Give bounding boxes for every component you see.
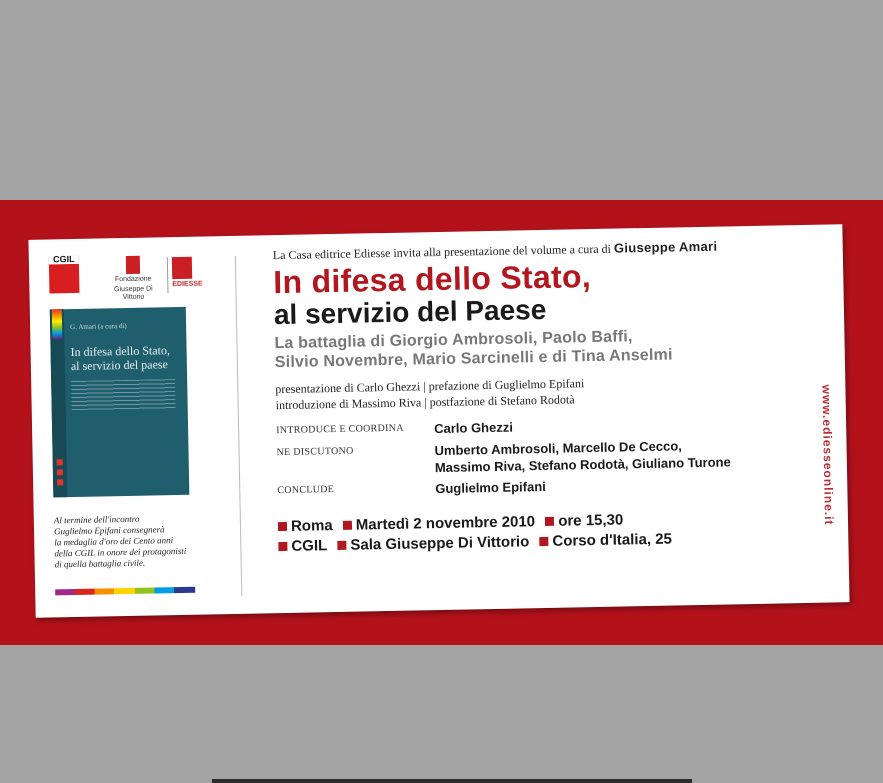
scroll-bar[interactable]	[212, 779, 692, 783]
invite-text: La Casa editrice Ediesse invita alla presentazione del volume a cura di	[272, 241, 612, 263]
discutono-value	[434, 434, 837, 476]
conclude-label: CONCLUDE	[277, 484, 335, 497]
fondazione-label-1: Fondazione	[114, 275, 152, 284]
logo-group	[49, 253, 203, 302]
conclude-value: Guglielmo Epifani	[435, 478, 546, 497]
fondazione-mark-icon	[126, 256, 140, 274]
discutono-line-1: Umberto Ambrosoli, Marcello De Cecco,	[434, 438, 682, 459]
title-line-2: al servizio del Paese	[273, 293, 547, 331]
event-time: ore 15,30	[558, 511, 624, 530]
award-caption	[54, 513, 195, 571]
fondazione-label-2: Giuseppe Di Vittorio	[114, 285, 153, 302]
fondazione-logo	[103, 255, 164, 302]
editor-name: Giuseppe Amari	[613, 238, 718, 256]
cgil-logo-label: CGIL	[49, 254, 79, 265]
speakers	[276, 412, 837, 501]
event-org: CGIL	[291, 537, 328, 555]
rainbow-mark-icon	[52, 309, 63, 339]
cgil-logo	[49, 255, 80, 294]
invitation-card	[28, 224, 849, 618]
speaker-row-discutono	[276, 434, 837, 479]
caption-line: Guglielmo Epifani consegnerà	[53, 524, 165, 537]
caption-line: di quella battaglia civile.	[54, 557, 146, 570]
bullet-square-icon	[337, 541, 346, 550]
book-subtitle-lines	[71, 379, 176, 411]
event-hall: Sala Giuseppe Di Vittorio	[350, 533, 530, 554]
subtitle-line-2: Silvio Novembre, Mario Sarcinelli e di Tina Anselmi	[274, 346, 673, 372]
subtitle	[274, 323, 835, 372]
caption-line: della CGIL in onore dei protagonisti	[54, 545, 187, 559]
event-city: Roma	[290, 517, 333, 535]
discutono-line-2: Massimo Riva, Stefano Rodotà, Giuliano Turone	[434, 454, 731, 476]
caption-line: la medaglia d'oro dei Cento anni	[54, 535, 174, 548]
ediesse-logo	[167, 257, 203, 294]
book-title: In difesa dello Stato, al servizio del paese	[70, 343, 171, 374]
bullet-square-icon	[278, 542, 287, 551]
subtitle-line-1: La battaglia di Giorgio Ambrosoli, Paolo Baffi,	[274, 328, 633, 353]
credits-line-2: introduzione di Massimo Riva | postfazione di Stefano Rodotà	[275, 392, 575, 413]
book-logo-marks-icon	[57, 459, 63, 465]
title-line-1: In difesa dello Stato,	[272, 258, 592, 301]
event-date: Martedì 2 novembre 2010	[355, 513, 536, 534]
background-bottom	[0, 645, 883, 783]
ediesse-mark-icon	[172, 257, 192, 279]
ediesse-label: EDIESSE	[172, 280, 203, 289]
bullet-square-icon	[545, 517, 554, 526]
vertical-divider	[235, 256, 243, 596]
background-top	[0, 0, 883, 200]
color-bar	[55, 587, 195, 596]
bullet-square-icon	[343, 521, 352, 530]
introduce-value: Carlo Ghezzi	[434, 419, 514, 437]
book-cover	[50, 307, 190, 498]
website-link[interactable]: www.ediesseonline.it	[819, 384, 837, 526]
credits-line-1: presentazione di Carlo Ghezzi | prefazione di Guglielmo Epifani	[275, 376, 585, 397]
event-address: Corso d'Italia, 25	[552, 530, 673, 550]
introduce-label: INTRODUCE E COORDINA	[276, 422, 404, 437]
caption-line: Al termine dell'incontro	[53, 513, 140, 526]
discutono-label: NE DISCUTONO	[276, 445, 354, 459]
invitation-body	[273, 236, 839, 557]
credits	[275, 370, 836, 413]
bullet-square-icon	[278, 522, 287, 531]
bullet-square-icon	[539, 537, 548, 546]
book-author: G. Amari (a cura di)	[70, 321, 127, 332]
event-details	[278, 506, 839, 557]
